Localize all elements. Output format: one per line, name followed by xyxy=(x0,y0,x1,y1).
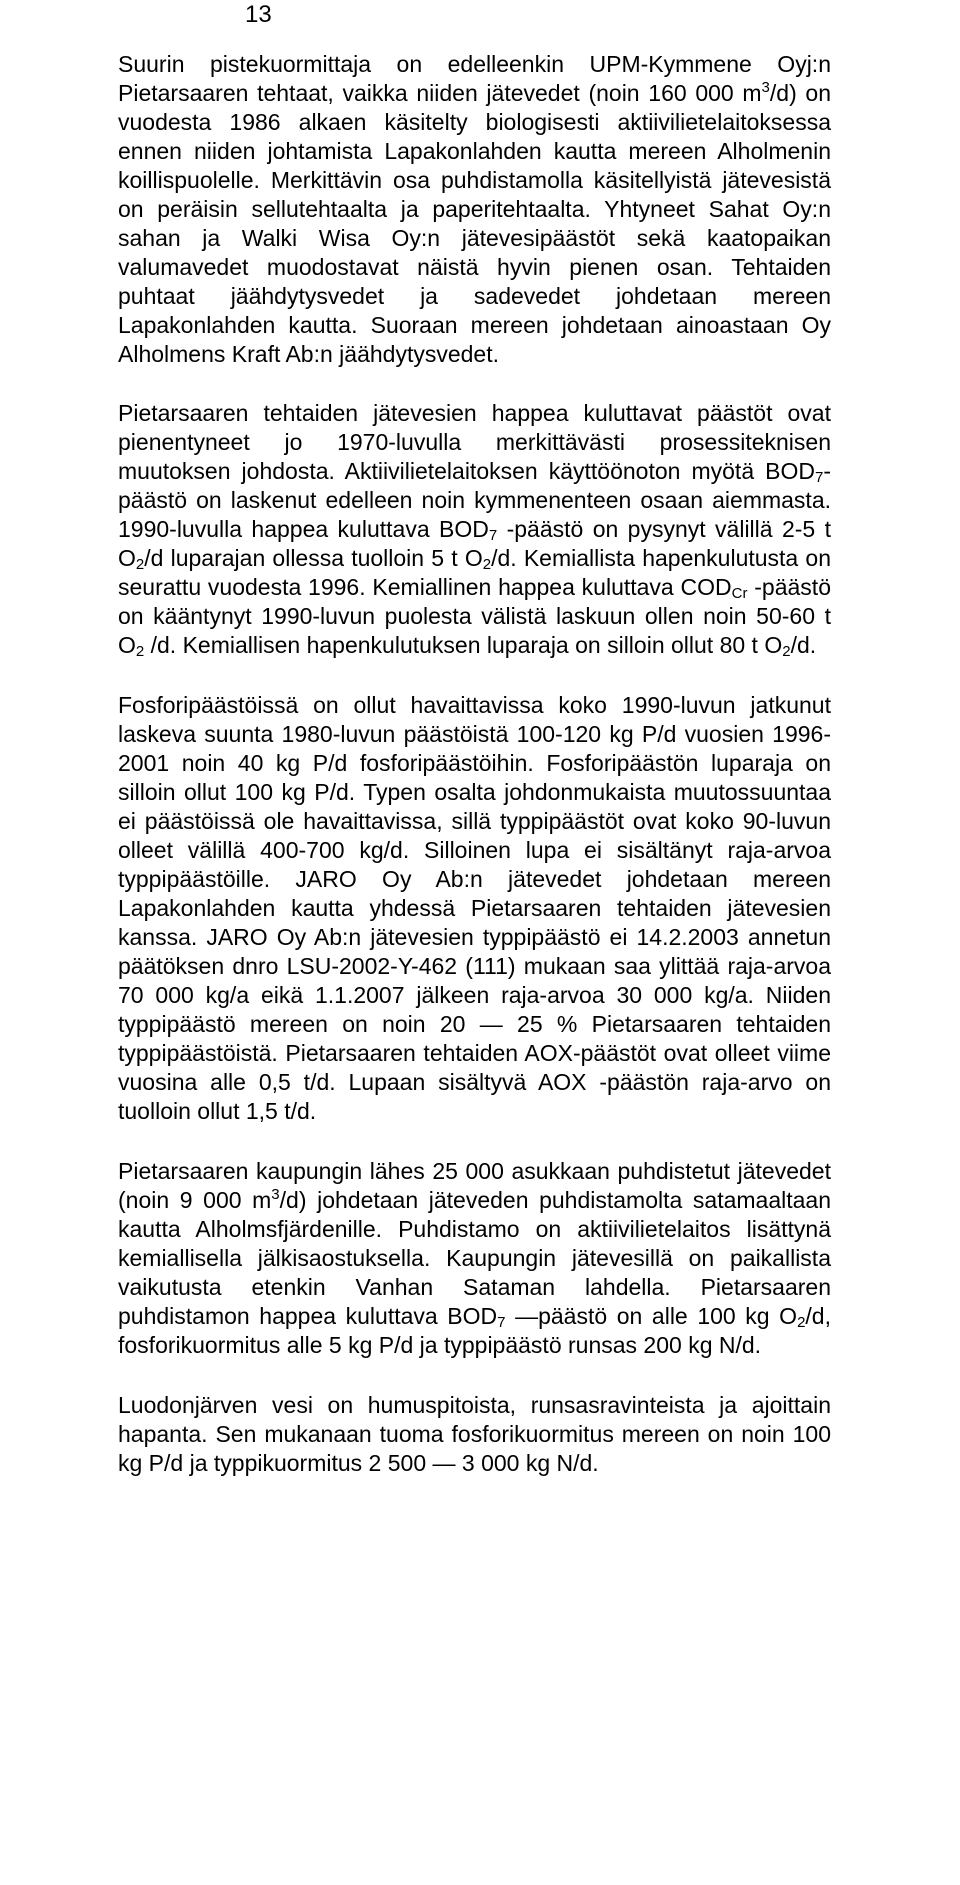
text-run: Suurin pistekuormittaja on edelleenkin UPM-Kymmene Oyj:n Pietarsaaren tehtaat, vaikka niiden jätevedet (noin 160 000 m xyxy=(118,51,831,106)
text-run: —päästö on alle 100 kg O xyxy=(505,1303,798,1329)
body-text xyxy=(118,50,831,1478)
text-run: /d) johdetaan jäteveden puhdistamolta satamaaltaan kautta Alholmsfjärdenille. Puhdistamo on aktiivilietelaitos lisättynä kemiallisella jälkisaostuksella. Kaupungin jätevesillä on paikallista vaikutusta etenkin Vanhan Sataman lahdella. Pietarsaaren puhdistamon happea kuluttava BOD xyxy=(118,1187,831,1329)
subscript: Cr xyxy=(731,585,748,602)
text-run: -päästö on kääntynyt 1990-luvun puolesta välistä laskuun ollen noin 50-60 t O xyxy=(118,574,831,658)
text-run: Fosforipäästöissä on ollut havaittavissa koko 1990-luvun jatkunut laskeva suunta 1980-luvun päästöistä 100-120 kg P/d vuosien 1996-2001 noin 40 kg P/d fosforipäästöihin. Fosforipäästön luparaja on silloin ollut 100 kg P/d. Typen osalta johdonmukaista muutossuuntaa ei päästöissä ole havaittavissa, sillä typpipäästöt ovat koko 90-luvun olleet välillä 400-700 kg/d. Silloinen lupa ei sisältänyt raja-arvoa typpipäästöille. JARO Oy Ab:n jätevedet johdetaan mereen Lapakonlahden kautta yhdessä Pietarsaaren tehtaiden jätevesien kanssa. JARO Oy Ab:n jätevesien typpipäästö ei 14.2.2003 annetun päätöksen dnro LSU-2002-Y-462 (111) mukaan saa ylittää raja-arvoa 70 000 kg/a eikä 1.1.2007 jälkeen raja-arvoa 30 000 kg/a. Niiden typpipäästö mereen on noin 20 — 25 % Pietarsaaren tehtaiden typpipäästöistä. Pietarsaaren tehtaiden AOX-päästöt ovat olleet viime vuosina alle 0,5 t/d. Lupaan sisältyvä AOX -päästön raja-arvo on tuolloin ollut 1,5 t/d. xyxy=(118,692,831,1124)
text-run: /d, fosforikuormitus alle 5 kg P/d ja typpipäästö runsas 200 kg N/d. xyxy=(118,1303,831,1358)
subscript: 7 xyxy=(488,527,498,544)
paragraph-2 xyxy=(118,399,831,660)
text-run: /d. xyxy=(790,632,817,658)
paragraph-3 xyxy=(118,691,831,1126)
subscript: 2 xyxy=(482,556,492,573)
subscript: 7 xyxy=(814,469,824,486)
subscript: 2 xyxy=(135,556,145,573)
subscript: 2 xyxy=(782,643,791,660)
text-run: /d luparajan ollessa tuolloin 5 t O xyxy=(144,545,483,571)
paragraph-4 xyxy=(118,1157,831,1360)
paragraph-1 xyxy=(118,50,831,369)
text-run: /d. Kemiallista hapenkulutusta on seurattu vuodesta 1996. Kemiallinen happea kuluttava COD xyxy=(118,545,831,600)
text-run: /d. Kemiallisen hapenkulutuksen luparaja on silloin ollut 80 t O xyxy=(144,632,783,658)
paragraph-5 xyxy=(118,1391,831,1478)
text-run: -päästö on pysynyt välillä 2-5 t O xyxy=(118,516,831,571)
text-run: Pietarsaaren kaupungin lähes 25 000 asukkaan puhdistetut jätevedet (noin 9 000 m xyxy=(118,1158,831,1213)
subscript: 2 xyxy=(797,1314,806,1331)
superscript: 3 xyxy=(271,1186,280,1203)
text-run: Luodonjärven vesi on humuspitoista, runsasravinteista ja ajoittain hapanta. Sen mukanaan tuoma fosforikuormitus mereen on noin 100 kg P/d ja typpikuormitus 2 500 — 3 000 kg N/d. xyxy=(118,1392,831,1476)
text-run: /d) on vuodesta 1986 alkaen käsitelty biologisesti aktiivilietelaitoksessa ennen niiden johtamista Lapakonlahden kautta mereen Alholmenin koillispuolelle. Merkittävin osa puhdistamolla käsitellyistä jätevesistä on peräisin sellutehtaalta ja paperitehtaalta. Yhtyneet Sahat Oy:n sahan ja Walki Wisa Oy:n jätevesipäästöt sekä kaatopaikan valumavedet muodostavat näistä hyvin pienen osan. Tehtaiden puhtaat jäähdytysvedet ja sadevedet johdetaan mereen Lapakonlahden kautta. Suoraan mereen johdetaan ainoastaan Oy Alholmens Kraft Ab:n jäähdytysvedet. xyxy=(118,80,831,367)
text-run: Pietarsaaren tehtaiden jätevesien happea kuluttavat päästöt ovat pienentyneet jo 1970-luvulla merkittävästi prosessiteknisen muutoksen johdosta. Aktiivilietelaitoksen käyttöönoton myötä BOD xyxy=(118,400,831,484)
text-run: -päästö on laskenut edelleen noin kymmenenteen osaan aiemmasta. 1990-luvulla happea kuluttava BOD xyxy=(118,458,831,542)
page-number: 13 xyxy=(245,1,272,28)
superscript: 3 xyxy=(761,79,770,96)
subscript: 7 xyxy=(497,1314,506,1331)
subscript: 2 xyxy=(135,643,145,660)
